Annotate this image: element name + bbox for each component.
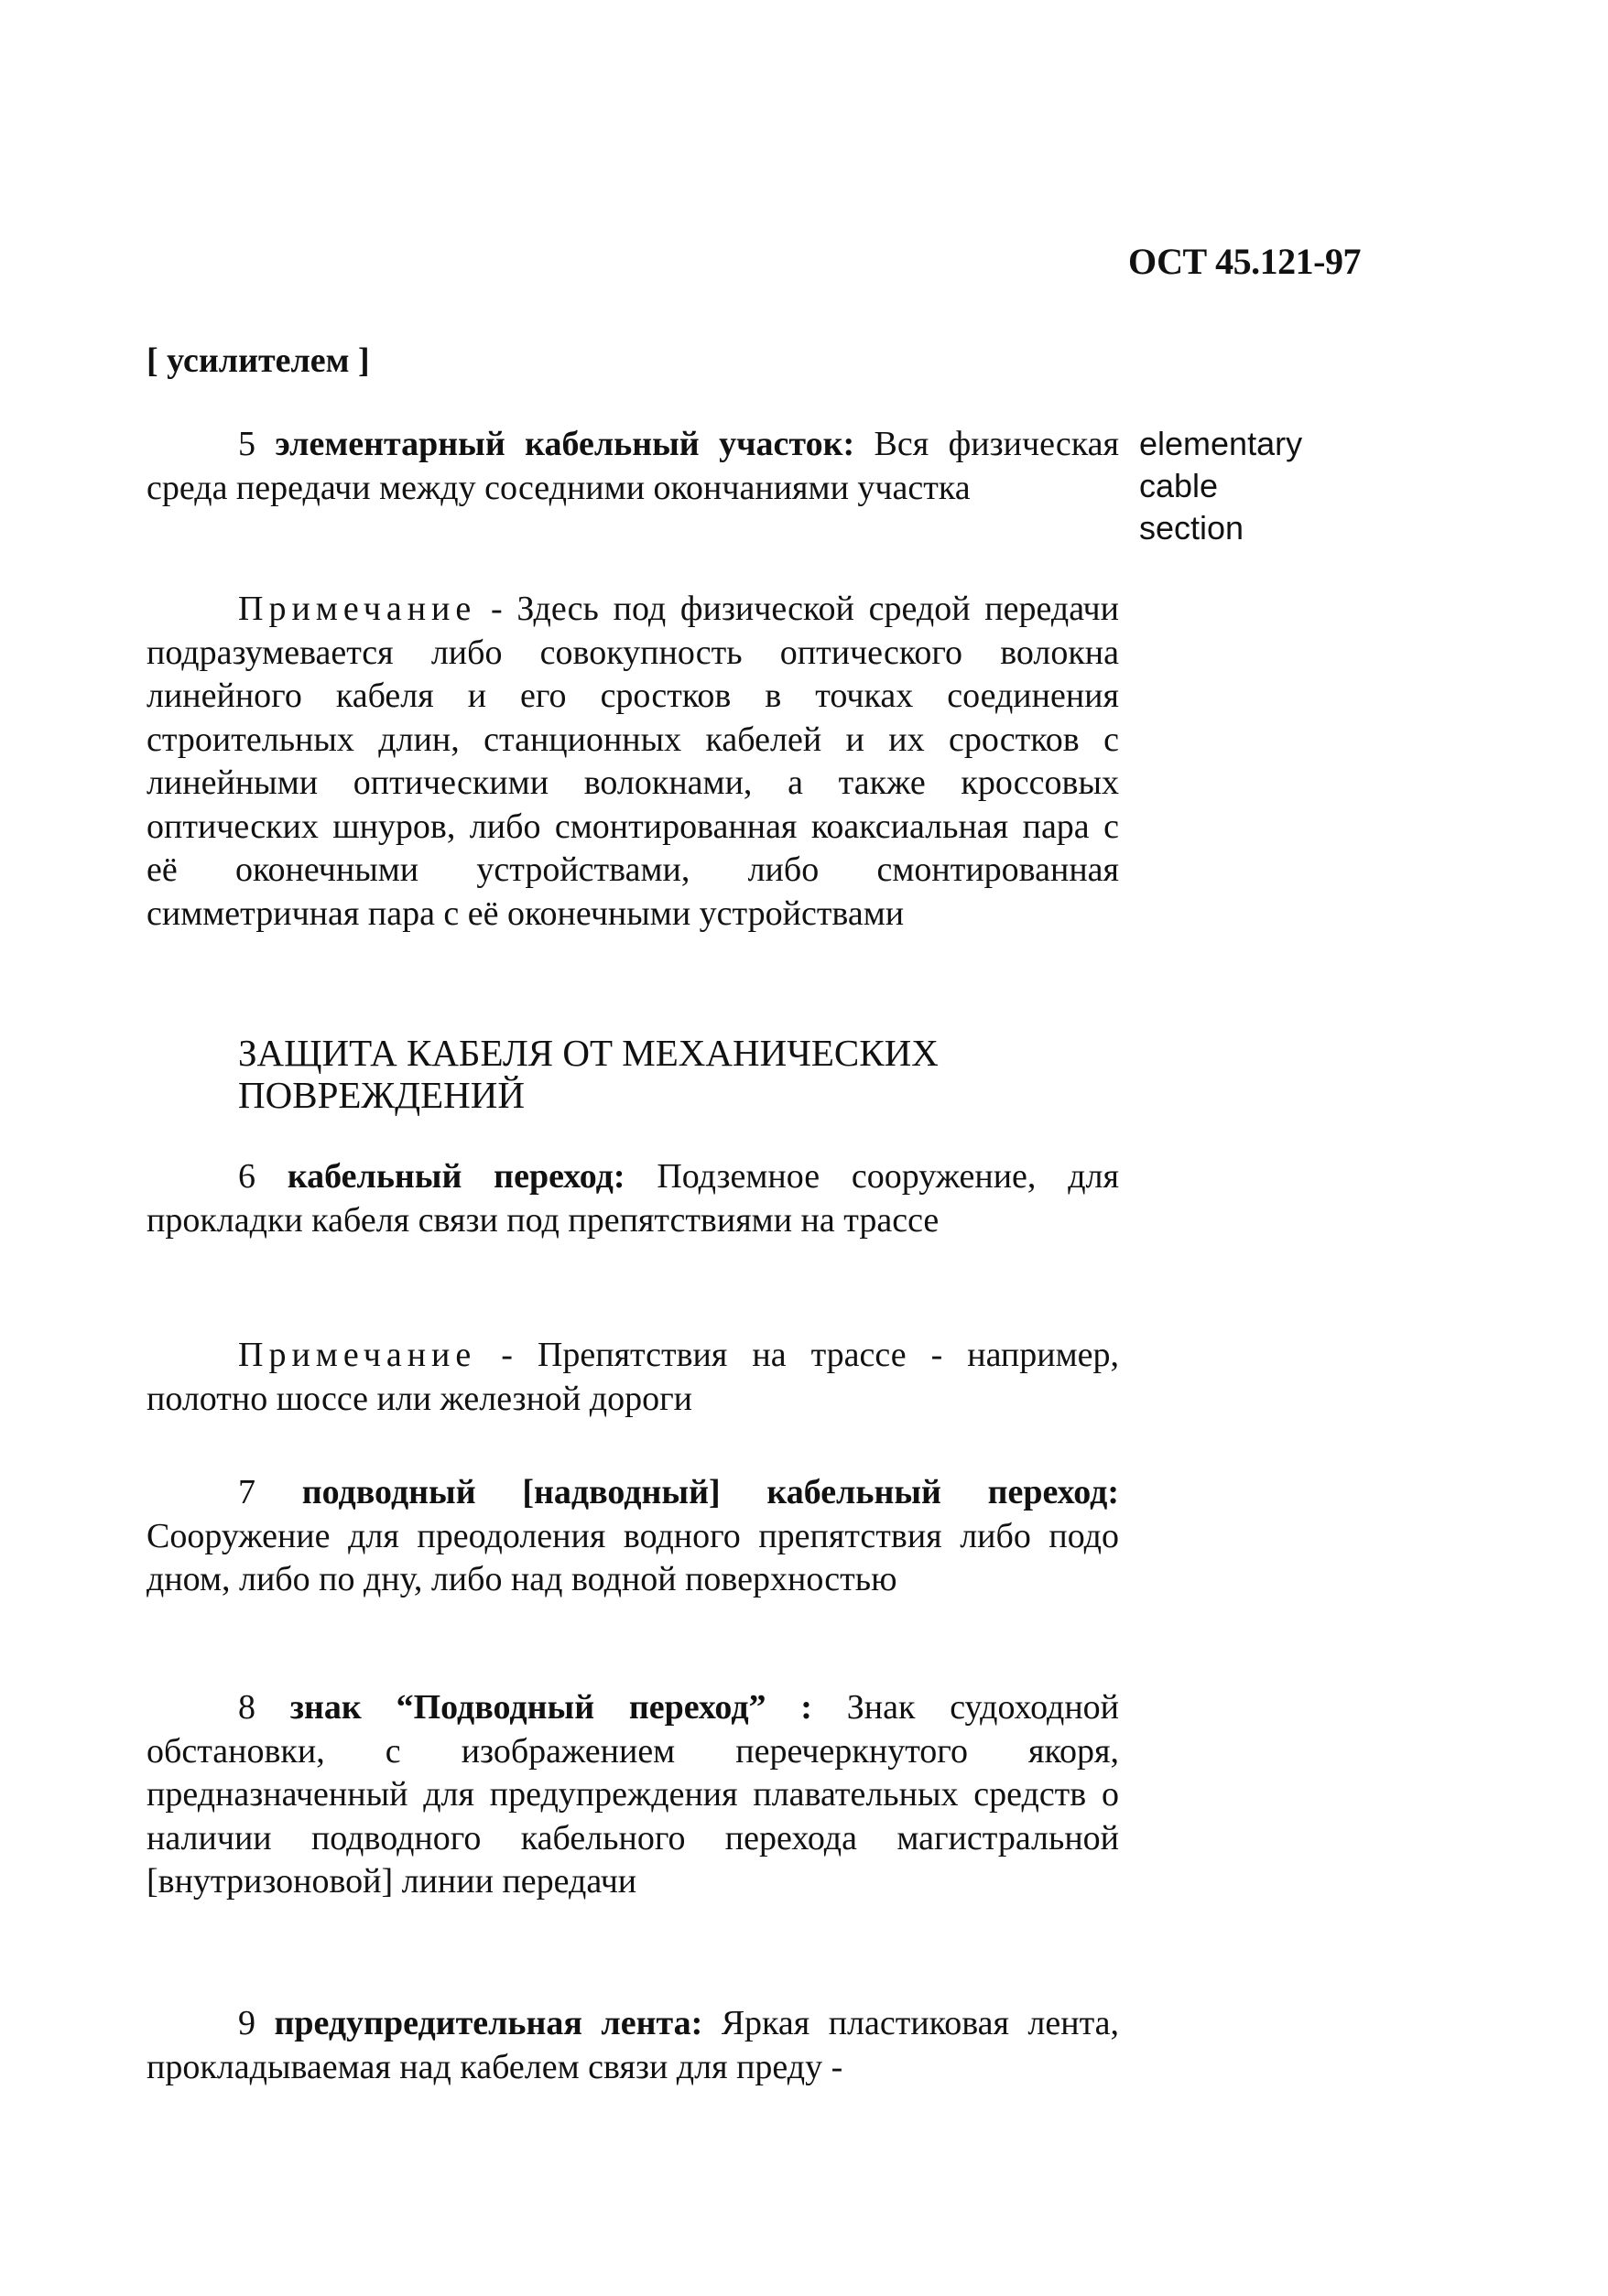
term-6-title: кабельный переход: (287, 1157, 625, 1196)
term-5-paragraph (147, 423, 1119, 510)
section-heading-line-2: ПОВРЕЖДЕНИЙ (238, 1074, 525, 1116)
term-6-definition: Подземное сооружение, для прокладки кабеля связи под препятствиями на трассе (147, 1157, 1119, 1240)
term-9-paragraph (147, 2002, 1119, 2089)
term-8-paragraph (147, 1686, 1119, 1904)
term-5-definition: Вся физическая среда передачи между соседними окончаниями участка (147, 425, 1119, 507)
english-line-2: cable (1139, 467, 1219, 504)
term-8-title: знак “Подводный переход” : (289, 1688, 812, 1727)
note-2-text: - Препятствия на трассе - например, полотно шоссе или железной дороги (147, 1336, 1120, 1418)
term-6-number: 6 (238, 1157, 255, 1196)
term-7-paragraph (147, 1471, 1119, 1602)
note-2-label: Примечание (238, 1336, 477, 1374)
term-9-definition: Яркая пластиковая лента, прокладываемая над кабелем связи для преду - (147, 2004, 1120, 2086)
term-8-definition: Знак судоходной обстановки, с изображением перечеркнутого якоря, предназначенный для предупреждения плавательных средств о наличии подводного кабельного перехода магистральной [внутризоновой] линии передачи (147, 1688, 1120, 1901)
term-6-paragraph (147, 1155, 1119, 1242)
note-1-label: Примечание (238, 590, 477, 628)
english-line-3: section (1139, 509, 1244, 547)
note-1-paragraph (147, 588, 1119, 936)
english-equivalent (1139, 423, 1414, 549)
term-7-title: подводный [надводный] кабельный переход: (301, 1473, 1119, 1511)
term-9-title: предупредительная лента: (274, 2004, 703, 2042)
english-line-1: elementary (1139, 425, 1303, 462)
document-code: ОСТ 45.121-97 (1128, 241, 1361, 282)
section-heading-line-1: ЗАЩИТА КАБЕЛЯ ОТ МЕХАНИЧЕСКИХ (238, 1032, 939, 1074)
term-9-number: 9 (238, 2004, 255, 2042)
term-7-number: 7 (238, 1473, 255, 1511)
note-1-text: - Здесь под физической средой передачи подразумевается либо совокупность оптического волокна линейного кабеля и его сростков в точках соединения строительных длин, станционных кабелей и их сростков с линейными оптическими волокнами, а также кроссовых оптических шнуров, либо смонтированная коаксиальная пара с её оконечными устройствами, либо смонтированная симметричная пара с её оконечными устройствами (147, 590, 1119, 933)
term-5-number: 5 (238, 425, 255, 463)
note-2-paragraph (147, 1334, 1119, 1421)
section-heading (238, 1032, 1117, 1116)
term-5-title: элементарный кабельный участок: (275, 425, 855, 463)
term-8-number: 8 (238, 1688, 255, 1727)
term-7-definition: Сооружение для преодоления водного препятствия либо подо дном, либо по дну, либо над водной поверхностью (147, 1516, 1119, 1598)
carryover-term: [ усилителем ] (147, 341, 370, 380)
